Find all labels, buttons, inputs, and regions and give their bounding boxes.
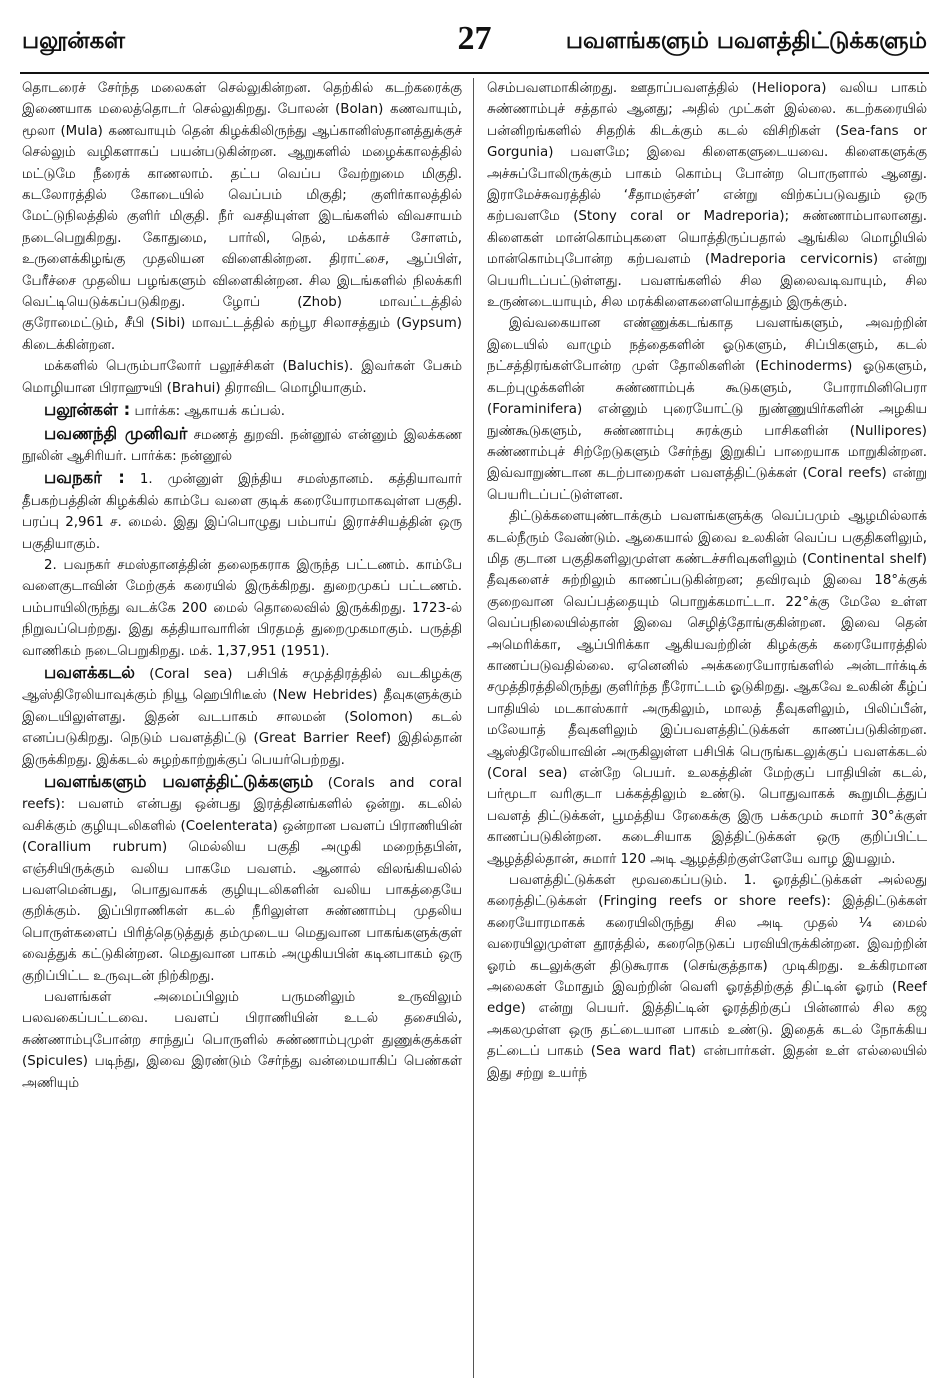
right-column — [487, 78, 927, 1378]
paragraph: செம்பவளமாகின்றது. ஊதாப்பவளத்தில் (Heliopora) வலிய பாகம் சுண்ணாம்புச் சத்தால் ஆனது; அதில் முட்கள் இல்லை. கடற்கரையில் பன்னிறங்களில் சிதறிக் கிடக்கும் கடல் விசிறிகள் (Sea-fans or Gorgunia) பவளமே; இவை கிளைகளுடையவை. கிளைகளுக்கு அச்சுப்போலிருக்கும் பாகம் கொம்பு போன்ற பொருளால் ஆனது. இராமேச்சுவரத்தில் ‘சீதாமஞ்சள்’ என்று விற்கப்படுவதும் ஒரு கற்பவளமே (Stony coral or Madreporia); சுண்ணாம்பாலானது. கிளைகள் மான்கொம்புகளை யொத்திருப்பதால் ஆங்கில மொழியில் மான்கொம்புபோன்ற கற்பவளம் (Madreporia cervicornis) என்று பெயரிடப்பட்டுள்ளது. பவளங்களில் சில இலைவடிவாயும், சில உருண்டையாயும், சில மரக்கிளைகளையொத்தும் இருக்கும். — [487, 81, 927, 311]
entry-text: பார்க்க: ஆகாயக் கப்பல். — [130, 404, 286, 420]
entry — [22, 771, 462, 987]
left-column — [22, 78, 462, 1378]
paragraph: திட்டுக்களையுண்டாக்கும் பவளங்களுக்கு வெப்பமும் ஆழமில்லாக் கடல்நீரும் வேண்டும். ஆகையால் இவை உலகின் வெப்ப பகுதிகளிலும், மித குடான பகுதிகளிலுமுள்ள கண்டச்சரிவுகளிலும் (Continental shelf) தீவுகளைச் சுற்றிலும் காணப்படுகின்றன; தவிரவும் இவை 18°க்குக் குறைவான வெப்பத்தையும் பொறுக்கமாட்டா. 22°க்கு மேலே உள்ள வெப்பநிலையில்தான் இவை செழித்தோங்குகின்றன. இவை தென் அமெரிக்கா, ஆப்பிரிக்கா ஆகியவற்றின் கிழக்குக் கரையோரத்தில் காணப்படுவதில்லை. ஏனெனில் அக்கரையோரங்களில் அன்டார்க்டிக் சமுத்திரத்திலிருந்து குளிர்ந்த நீரோட்டம் ஓடுகிறது. ஆகவே உலகின் கீழ்ப் பாதியில் மடகாஸ்கார் அருகிலும், மாலத் தீவுகளிலும், பிலிப்பீன், மலேயாத் தீவுகளிலும் இப்பவளத்திட்டுக்கள் காணப்படுகின்றன. ஆஸ்திரேலியாவின் அருகிலுள்ள பசிபிக் பெருங்கடலுக்குப் பவளக்கடல் (Coral sea) என்றே பெயர். உலகத்தின் மேற்குப் பாதியின் கடல், பர்மூடா வரிகுடா பக்கத்திலும் உண்டு. பொதுவாகக் கூறுமிடத்துப் பவளத் திட்டுக்கள், பூமத்திய ரேகைக்கு இரு பக்கமும் சுமார் 30°க்குள் காணப்படுகின்றன. கடைசியாக இத்திட்டுக்கள் ஒரு குறிப்பிட்ட ஆழத்தில்தான், சுமார் 120 அடி ஆழத்திற்குள்ளேயே வாழ இயலும். — [487, 509, 927, 867]
entry-heading: பவணந்தி முனிவர் — [44, 423, 188, 443]
entry — [22, 423, 462, 468]
entry-text: சமணத் துறவி. நன்னூல் என்னும் இலக்கண நூலின் ஆசிரியர். பார்க்க: நன்னூல் — [22, 427, 462, 464]
paragraph: இவ்வகையான எண்ணுக்கடங்காத பவளங்களும், அவற்றின் இடையில் வாழும் நத்தைகளின் ஓடுகளும், சிப்பிகளும், கடல் நட்சத்திரங்கள்போன்ற முள் தோலிகளின் (Echinoderms) ஓடுகளும், கடற்புழுக்களின் சுண்ணாம்புக் கூடுகளும், போராமினிபெரா (Foraminifera) என்னும் புரையோட்டு நுண்ணுயிர்களின் அழகிய நுண்கூடுகளும், சுண்ணாம்பு சுரக்கும் பாசிகளின் (Nullipores) சுண்ணாம்புச் சிற்றேடுகளும் சேர்ந்து இறுகிப் பாறையாக மாறுகின்றன. இவ்வாறுண்டான கடற்பாறைகள் பவளத்திட்டுக்கள் (Coral reefs) என்று பெயரிடப்பட்டுள்ளன. — [487, 316, 927, 503]
entry-heading: பவளக்கடல் — [44, 662, 135, 682]
header-rule — [20, 72, 929, 74]
paragraph: பவளத்திட்டுக்கள் மூவகைப்படும். 1. ஓரத்திட்டுக்கள் அல்லது கரைத்திட்டுக்கள் (Fringing reefs or shore reefs): இத்திட்டுக்கள் கரையோரமாகக் கரையிலிருந்து சில அடி முதல் ¼ மைல் வரையிலுமுள்ள தூரத்தில், கரைநெடுகப் பரவியிருக்கின்றன. இவற்றின் ஓரம் கடலுக்குள் திடுகூராக (செங்குத்தாக) முடிகிறது. உக்கிரமான அலைகள் மோதும் இவற்றின் வெளி ஓரத்திற்குத் திட்டின் ஓரம் (Reef edge) என்று பெயர். இத்திட்டின் ஓரத்திற்குப் பின்னால் சில கஜ அகலமுள்ள ஒரு தட்டையான பாகம் உண்டு. இதைக் கடல் நோக்கிய தட்டைப் பாகம் (Sea ward flat) என்பார்கள். இதன் உள் எல்லையில் இது சற்று உயர்ந் — [487, 873, 927, 1081]
entry — [22, 467, 462, 555]
entry-heading: பலூன்கள் : — [44, 400, 131, 420]
entry-heading: பவநகர் : — [44, 468, 125, 488]
entry-text: (Coral sea) பசிபிக் சமுத்திரத்தில் வடகிழக்கு ஆஸ்திரேலியாவுக்கும் நியூ ஹெபிரிடீஸ் (New Hebrides) தீவுகளுக்கும் இடையிலுள்ளது. இதன் வடபாகம் சாலமன் (Solomon) கடல் எனப்படுகிறது. நெடும் பவளத்திட்டு (Great Barrier Reef) இதில்தான் இருக்கிறது. இக்கடல் சுழற்காற்றுக்குப் பெயர்பெற்றது. — [22, 666, 462, 768]
entry — [22, 399, 462, 422]
paragraph: பவளங்கள் அமைப்பிலும் பருமனிலும் உருவிலும் பலவகைப்பட்டவை. பவளப் பிராணியின் உடல் தசையில், சுண்ணாம்புபோன்ற சாந்துப் பொருளில் சுண்ணாம்புமுள் துணுக்குக்கள் (Spicules) படிந்து, இவை இரண்டும் சேர்ந்து வன்மையாகிப் பெண்கள் அணியும் — [22, 990, 462, 1091]
entry-text: 1. முன்னுள் இந்திய சமஸ்தானம். கத்தியாவார் தீபகற்பத்தின் கிழக்கில் காம்பே வளை குடிக் கரையோரமாகவுள்ள பகுதி. பரப்பு 2,961 ச. மைல். இது இப்பொழுது பம்பாய் இராச்சியத்தின் ஒரு பகுதியாகும். — [22, 472, 462, 552]
column-divider — [473, 78, 474, 1378]
page-header — [22, 22, 927, 66]
entry-text: (Corals and coral reefs): பவளம் என்பது ஒன்பது இரத்தினங்களில் ஒன்று. கடலில் வசிக்கும் குழியுடலிகளில் (Coelenterata) ஒன்றான பவளப் பிராணியின் (Corallium rubrum) மெல்லிய பகுதி அழுகி மறைந்தபின், எஞ்சியிருக்கும் வலிய பாகமே பவளம். ஆனால் விலங்கியலில் பவளமென்பது, பொதுவாகக் குழியுடலிகளின் வலிய பாகத்தையே குறிக்கும். இப்பிராணிகள் கடல் நீரிலுள்ள சுண்ணாம்பு முதலிய பொருள்களைப் பிரித்தெடுத்துத் தம்முடைய மெதுவான பாகங்களுக்குள் வைத்துக் கட்டுகின்றன. மெதுவான பாகம் அழுகியபின் கடினபாகம் ஒரு குறிப்பிட்ட உருவுடன் நிற்கிறது. — [22, 776, 462, 984]
entry — [22, 662, 462, 771]
entry-heading: பவளங்களும் பவளத்திட்டுக்களும் — [44, 772, 314, 791]
page-number: 27 — [457, 20, 492, 57]
paragraph: 2. பவநகர் சமஸ்தானத்தின் தலைநகராக இருந்த பட்டணம். காம்பே வளைகுடாவின் மேற்குக் கரையில் இருக்கிறது. துறைமுகப் பட்டணம். பம்பாயிலிருந்து வடக்கே 200 மைல் தொலைவில் இருக்கிறது. 1723-ல் நிறுவப்பெற்றது. இது கத்தியாவாரின் பிரதமத் துறைமுகமாகும். பருத்தி வாணிகம் நடைபெறுகிறது. மக். 1,37,951 (1951). — [22, 557, 462, 659]
running-head-right: பவளங்களும் பவளத்திட்டுக்களும் — [565, 28, 927, 54]
paragraph: மக்களில் பெரும்பாலோர் பலூச்சிகள் (Baluchis). இவர்கள் பேசும் மொழியான பிராஹுயி (Brahui) திராவிட மொழியாகும். — [22, 359, 462, 396]
paragraph: தொடரைச் சேர்ந்த மலைகள் செல்லுகின்றன. தெற்கில் கடற்கரைக்கு இணையாக மலைத்தொடர் செல்லுகிறது. போலன் (Bolan) கணவாயும், மூலா (Mula) கணவாயும் தென் கிழக்கிலிருந்து ஆப்கானிஸ்தானத்துக்குச் செல்லும் வழிகளாகப் பயன்படுகின்றன. ஆறுகளில் மழைக்காலத்தில் மட்டுமே நீரைக் காணலாம். தட்ப வெப்ப வேற்றுமை மிகுதி. கடலோரத்தில் கோடையில் வெப்பம் மிகுதி; குளிர்காலத்தில் மேட்டுநிலத்தில் குளிர் மிகுதி. நீர் வசதியுள்ள இடங்களில் விவசாயம் நடைபெறுகிறது. கோதுமை, பார்லி, நெல், மக்காச் சோளம், உருளைக்கிழங்கு முதலியன விளைகின்றன. திராட்சை, ஆப்பிள், பேரீச்சை முதலிய பழங்களும் விளைகின்றன. சில இடங்களில் நிலக்கரி வெட்டியெடுக்கப்படுகிறது. ழோப் (Zhob) மாவட்டத்தில் குரோமைட்டும், சீபி (Sibi) மாவட்டத்தில் கற்பூர சிலாசத்தும் (Gypsum) கிடைக்கின்றன. — [22, 81, 462, 353]
running-head-left: பலூன்கள் — [22, 28, 126, 54]
